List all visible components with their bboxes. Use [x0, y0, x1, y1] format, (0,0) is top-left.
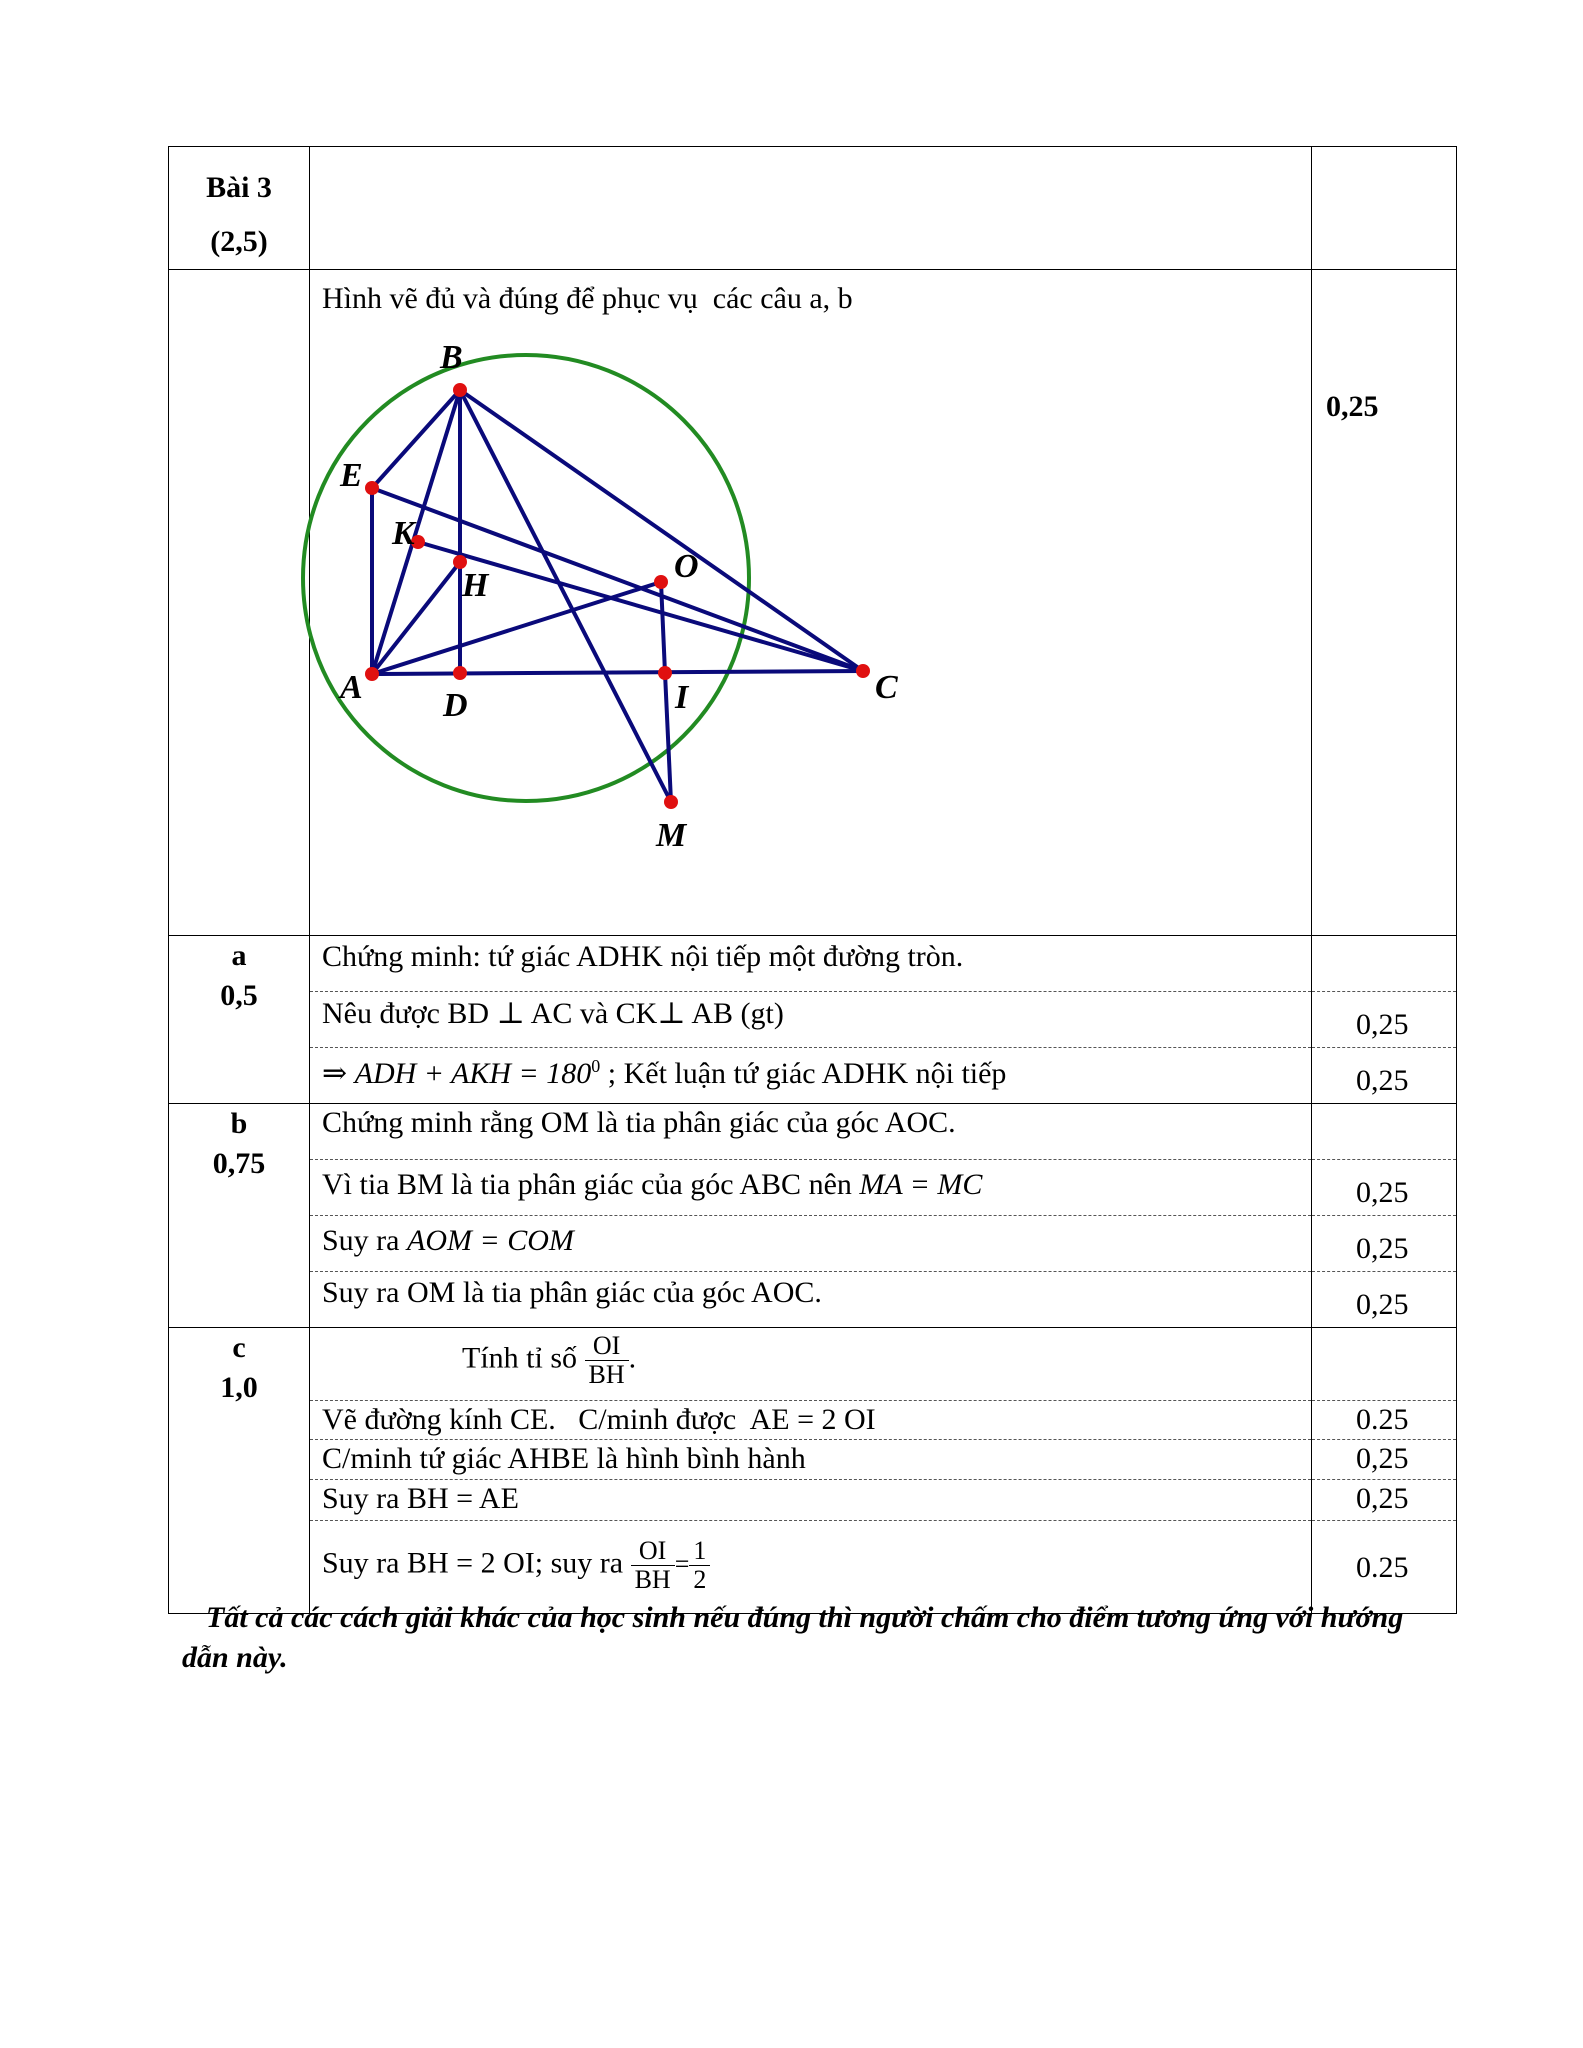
point-c: [856, 664, 870, 678]
segment-im: [665, 673, 671, 802]
part-b-content: [310, 1104, 1312, 1328]
point-b: [453, 383, 467, 397]
label-m: M: [656, 817, 687, 854]
figure-score-cell: [1312, 270, 1457, 936]
segment-ab: [372, 390, 460, 674]
header-score-cell: [1312, 147, 1457, 270]
figure-caption: Hình vẽ đủ và đúng để phục vụ các câu a, b: [322, 282, 853, 315]
point-i: [658, 666, 672, 680]
part-c-score-5: 0.25: [1356, 1551, 1409, 1584]
grading-table: [168, 146, 1457, 1614]
part-b-label-cell: [169, 1104, 310, 1328]
problem-points: (2,5): [210, 225, 268, 258]
fraction-oi-bh-2: $\frac{OI}{BH}$: [631, 1537, 675, 1594]
segment-ah: [372, 562, 460, 674]
figure-score: 0,25: [1326, 390, 1379, 423]
part-c-content: [310, 1328, 1312, 1614]
fraction-oi-bh: $\frac{OI}{BH}$: [585, 1332, 629, 1389]
label-d: D: [443, 687, 468, 724]
problem-title: Bài 3: [206, 171, 272, 204]
figure-label-cell: [169, 270, 310, 936]
label-h: H: [462, 567, 489, 604]
label-e: E: [340, 457, 363, 494]
part-b-row-4: Suy ra OM là tia phân giác của góc AOC.: [322, 1276, 822, 1309]
part-c-row-5: Suy ra BH = 2 OI; suy ra $\frac{OI}{BH}$ = $\frac{1}{2}$: [310, 1521, 1311, 1613]
part-a-row-1: Chứng minh: tứ giác ADHK nội tiếp một đường tròn.: [310, 936, 1311, 992]
label-k: K: [392, 515, 415, 552]
geometry-figure: [340, 339, 910, 902]
part-a-scores: [1312, 936, 1457, 1104]
part-c-row-4: Suy ra BH = AE: [310, 1480, 1311, 1521]
label-o: O: [674, 548, 699, 585]
part-b-score-2: 0,25: [1356, 1176, 1409, 1209]
part-a-label-cell: [169, 936, 310, 1104]
figure-cell: [310, 270, 1312, 936]
part-b-label: b: [230, 1107, 248, 1140]
point-d: [453, 666, 467, 680]
part-b-row-1: Chứng minh rằng OM là tia phân giác của góc AOC.: [310, 1104, 1311, 1160]
footer-note: Tất cả các cách giải khác của học sinh nếu đúng thì người chấm cho điểm tương ứng với hướng dẫn này.: [182, 1601, 1404, 1674]
part-c-score-2: 0.25: [1356, 1403, 1409, 1436]
fraction-one-half: $\frac{1}{2}$: [689, 1537, 710, 1594]
segment-ao: [372, 582, 661, 674]
part-a-score-3: 0,25: [1356, 1064, 1409, 1097]
part-c-label-cell: [169, 1328, 310, 1614]
part-c-row-3: C/minh tứ giác AHBE là hình bình hành: [310, 1440, 1311, 1480]
segment-kc: [418, 542, 863, 671]
part-a-label: a: [231, 939, 247, 972]
part-b-scores: [1312, 1104, 1457, 1328]
part-c-score-4: 0,25: [1356, 1482, 1409, 1515]
point-m: [664, 795, 678, 809]
part-a-content: [310, 936, 1312, 1104]
part-b-row-3: Suy ra AOM = COM: [310, 1216, 1311, 1272]
part-b-score-4: 0,25: [1356, 1288, 1409, 1321]
label-i: I: [675, 679, 689, 716]
header-content-cell: [310, 147, 1312, 270]
part-b-score-3: 0,25: [1356, 1232, 1409, 1265]
part-a-points: 0,5: [220, 979, 258, 1012]
part-a-row-2: Nêu được BD ⊥ AC và CK⊥ AB (gt): [310, 992, 1311, 1048]
part-a-score-2: 0,25: [1356, 1008, 1409, 1041]
label-a: A: [340, 669, 363, 706]
segment-ac: [372, 671, 863, 674]
label-b: B: [440, 339, 463, 376]
segment-bm: [460, 390, 671, 802]
part-c-label: c: [232, 1331, 246, 1364]
point-a: [365, 667, 379, 681]
part-c-score-3: 0,25: [1356, 1442, 1409, 1475]
part-c-scores: [1312, 1328, 1457, 1614]
part-c-row-2: Vẽ đường kính CE. C/minh được AE = 2 OI: [310, 1401, 1311, 1440]
problem-header-cell: [169, 147, 310, 270]
part-c-points: 1,0: [220, 1371, 258, 1404]
point-e: [365, 481, 379, 495]
part-b-points: 0,75: [212, 1147, 266, 1180]
label-c: C: [875, 669, 898, 706]
point-o: [654, 575, 668, 589]
part-b-row-2: Vì tia BM là tia phân giác của góc ABC nên MA = MC: [310, 1160, 1311, 1216]
part-c-row-1: Tính tỉ số $\frac{OI}{BH}$ .: [310, 1328, 1311, 1401]
part-a-row-3: ⇒ ADH + AKH = $180^0$ ; Kết luận tứ giác ADHK nội tiếp: [322, 1056, 1007, 1090]
